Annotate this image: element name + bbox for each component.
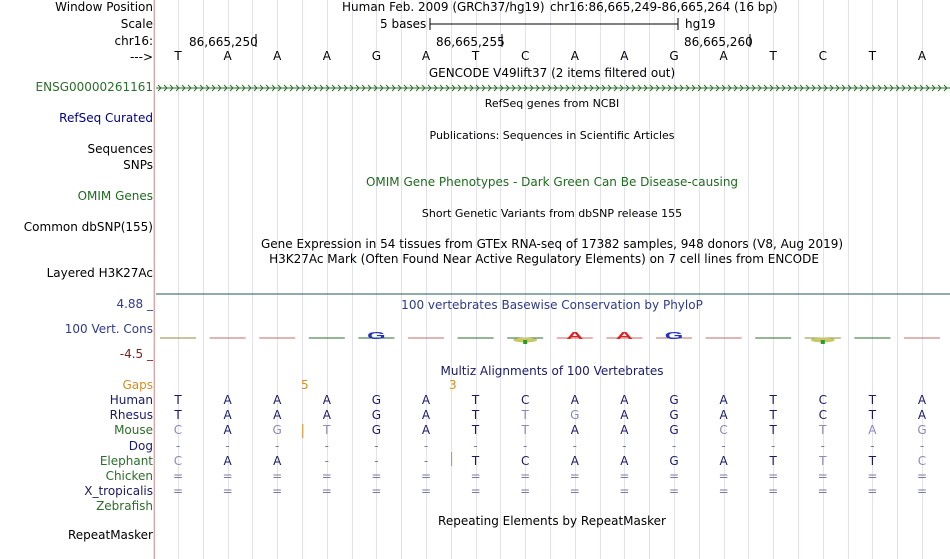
alignment-base: T — [769, 393, 777, 407]
alignment-base: - — [324, 438, 329, 453]
alignment-base: C — [818, 393, 827, 407]
alignment-base: = — [817, 469, 828, 483]
species-label[interactable]: Elephant — [99, 453, 153, 468]
alignment-base: = — [569, 469, 580, 483]
alignment-base: T — [471, 453, 480, 468]
alignment-base: = — [272, 484, 283, 499]
gtex-track-title: Gene Expression in 54 tissues from GTEx RNA-seq of 17382 samples, 948 donors (V8, Aug 2019) — [260, 237, 844, 251]
alignment-base: C — [520, 453, 530, 468]
alignment-base: - — [225, 438, 230, 453]
alignment-base: - — [622, 438, 627, 453]
gap-count-2: 3 — [449, 378, 457, 392]
sequence-base: T — [471, 49, 480, 63]
species-label[interactable]: X_tropicalis — [84, 484, 153, 499]
alignment-base: G — [917, 423, 927, 438]
window-position-label: Window Position — [55, 0, 153, 14]
alignment-base: T — [323, 423, 331, 438]
alignment-base: - — [572, 438, 577, 453]
phylop-track-title: 100 vertebrates Basewise Conservation by PhyloP — [401, 298, 703, 312]
alignment-base: A — [223, 453, 232, 468]
position-tick-3: 86,665,260 — [684, 35, 753, 49]
alignment-base: A — [917, 393, 927, 407]
alignment-base: A — [620, 393, 629, 407]
alignment-base: = — [916, 469, 928, 483]
alignment-base: = — [420, 484, 432, 499]
alignment-base: T — [471, 423, 480, 438]
alignment-base: = — [718, 469, 729, 483]
phylop-ymin-label: -4.5 _ — [119, 347, 153, 361]
multiz-track-title: Multiz Alignments of 100 Vertebrates — [440, 364, 664, 378]
alignment-base: A — [223, 423, 232, 438]
scale-text: 5 bases — [380, 17, 427, 31]
alignment-base: - — [423, 438, 429, 453]
sequence-base: A — [570, 49, 579, 63]
alignment-base: = — [420, 469, 432, 483]
species-label[interactable]: Chicken — [105, 469, 153, 483]
h3k27ac-track-title: H3K27Ac Mark (Often Found Near Active Regulatory Elements) on 7 cell lines from ENCODE — [269, 252, 819, 266]
sequence-base: T — [769, 49, 777, 63]
alignment-base: = — [718, 484, 729, 499]
alignment-base: G — [669, 453, 679, 468]
assembly-name: Human Feb. 2009 (GRCh37/hg19) — [342, 0, 545, 14]
gencode-track-title: GENCODE V49lift37 (2 items filtered out) — [428, 66, 676, 80]
alignment-base: - — [175, 438, 181, 453]
gap-count-1: 5 — [301, 378, 309, 392]
sequence-base: A — [273, 49, 282, 63]
alignment-base: = — [916, 484, 928, 499]
alignment-base: T — [769, 408, 777, 423]
alignment-base: T — [471, 408, 480, 423]
alignment-base: C — [719, 423, 728, 438]
alignment-base: C — [173, 423, 183, 438]
alignment-base: A — [273, 453, 282, 468]
alignment-base: A — [273, 408, 282, 423]
alignment-base: = — [619, 469, 630, 483]
alignment-base: T — [174, 408, 182, 423]
sequence-base: A — [719, 49, 728, 63]
alignment-base: T — [174, 393, 182, 407]
dbsnp-track-label[interactable]: Common dbSNP(155) — [23, 220, 153, 234]
scale-label: Scale — [120, 17, 153, 31]
species-label[interactable]: Dog — [128, 438, 153, 453]
alignment-base: A — [322, 393, 331, 407]
alignment-base: = — [470, 484, 481, 499]
repeatmasker-track-title: Repeating Elements by RepeatMasker — [438, 514, 666, 528]
alignment-base: T — [819, 423, 827, 438]
alignment-base: - — [721, 438, 726, 453]
alignment-base: = — [768, 469, 779, 483]
alignment-base: A — [917, 408, 927, 423]
alignment-base: - — [820, 438, 825, 453]
alignment-base: A — [620, 408, 629, 423]
alignment-base: A — [570, 453, 579, 468]
alignment-base: = — [321, 484, 332, 499]
sequence-base: A — [421, 49, 431, 63]
alignment-base: = — [222, 484, 233, 499]
conservation-logo-letter: G — [664, 329, 684, 342]
alignment-base: T — [521, 423, 529, 438]
chromosome-label: chr16: — [114, 34, 153, 48]
alignment-base: A — [868, 423, 877, 438]
alignment-base: - — [374, 438, 379, 453]
alignment-base: G — [669, 423, 679, 438]
alignment-base: = — [371, 469, 382, 483]
alignment-base: - — [523, 438, 528, 453]
publications-track-title: Publications: Sequences in Scientific Articles — [429, 129, 675, 142]
alignment-base: = — [371, 484, 382, 499]
alignment-base: - — [324, 453, 329, 468]
alignment-base: - — [473, 438, 478, 453]
alignment-base: T — [868, 453, 877, 468]
strand-arrow-label: ---> — [129, 50, 153, 64]
position-tick-1: 86,665,250 — [189, 35, 258, 49]
sequence-base: T — [868, 49, 877, 63]
alignment-base: A — [421, 408, 431, 423]
alignment-base: - — [671, 438, 677, 453]
gaps-label: Gaps — [122, 378, 153, 392]
alignment-base: = — [172, 469, 184, 483]
dbsnp-track-title: Short Genetic Variants from dbSNP release 155 — [421, 207, 683, 220]
alignment-base: A — [322, 408, 331, 423]
alignment-base: T — [868, 393, 877, 407]
species-label[interactable]: Zebrafish — [96, 499, 153, 514]
omim-track-title: OMIM Gene Phenotypes - Dark Green Can Be Disease-causing — [365, 175, 739, 189]
alignment-base: T — [769, 453, 777, 468]
alignment-base: C — [520, 393, 530, 407]
sequence-base: A — [223, 49, 232, 63]
alignment-base: T — [521, 408, 529, 423]
scale-database: hg19 — [685, 17, 716, 31]
conservation-logo-letter: A — [615, 329, 633, 342]
alignment-base: A — [273, 393, 282, 407]
alignment-base: = — [668, 484, 680, 499]
repeatmasker-track-label[interactable]: RepeatMasker — [67, 528, 153, 542]
alignment-base: - — [374, 453, 379, 468]
sequence-base: C — [520, 49, 530, 63]
alignment-base: A — [719, 408, 728, 423]
alignment-base: G — [669, 408, 679, 423]
alignment-base: = — [867, 484, 878, 499]
conservation-logo-letter: G — [367, 329, 386, 342]
alignment-base: A — [620, 423, 629, 438]
alignment-base: = — [569, 484, 580, 499]
alignment-base: - — [870, 438, 875, 453]
alignment-base: C — [917, 453, 927, 468]
alignment-base: = — [867, 469, 878, 483]
alignment-base: = — [668, 469, 680, 483]
position-tick-2: 86,665,255 — [436, 35, 505, 49]
phylop-track-label[interactable]: 100 Vert. Cons — [64, 322, 153, 336]
alignment-base: A — [223, 408, 232, 423]
sequence-base: A — [917, 49, 927, 63]
alignment-base: C — [173, 453, 183, 468]
phylop-small-logo-mark — [821, 340, 825, 344]
alignment-base: A — [620, 453, 629, 468]
alignment-base: T — [769, 423, 777, 438]
alignment-base: = — [768, 484, 779, 499]
alignment-base: - — [275, 438, 280, 453]
conservation-logo-letter: A — [566, 329, 584, 342]
snps-track-label[interactable]: SNPs — [123, 158, 153, 172]
alignment-base: = — [520, 469, 531, 483]
omim-track-label[interactable]: OMIM Genes — [77, 189, 153, 203]
alignment-base: T — [868, 408, 877, 423]
sequence-base: C — [818, 49, 827, 63]
phylop-ymax-label: 4.88 _ — [116, 297, 153, 311]
alignment-base: - — [771, 438, 776, 453]
alignment-base: = — [470, 469, 481, 483]
alignment-base: A — [570, 393, 579, 407]
species-label[interactable]: Rhesus — [109, 408, 153, 423]
alignment-base: = — [172, 484, 184, 499]
gencode-track-label[interactable]: ENSG00000261161 — [35, 80, 153, 94]
window-position-value: chr16:86,665,249-86,665,264 (16 bp) — [550, 0, 778, 14]
alignment-base: = — [619, 484, 630, 499]
sequence-base: A — [322, 49, 331, 63]
alignment-base: = — [817, 484, 828, 499]
sequence-base: T — [174, 49, 182, 63]
sequence-base: G — [371, 49, 382, 63]
alignment-base: G — [570, 408, 580, 423]
alignment-base: T — [819, 453, 827, 468]
alignment-base: C — [818, 408, 827, 423]
alignment-base: G — [272, 423, 282, 438]
alignment-base: A — [570, 423, 579, 438]
sequence-base: A — [620, 49, 629, 63]
alignment-base: A — [719, 453, 728, 468]
sequences-track-label[interactable]: Sequences — [87, 142, 153, 156]
species-label[interactable]: Human — [109, 393, 153, 407]
alignment-base: G — [371, 408, 382, 423]
sequence-base: G — [669, 49, 679, 63]
alignment-base: - — [919, 438, 925, 453]
refseq-track-label[interactable]: RefSeq Curated — [59, 111, 153, 125]
phylop-small-logo-mark — [523, 340, 527, 344]
alignment-base: A — [719, 393, 728, 407]
alignment-base: A — [421, 423, 431, 438]
alignment-base: A — [421, 393, 431, 407]
alignment-base: T — [471, 393, 480, 407]
alignment-base: A — [223, 393, 232, 407]
alignment-base: G — [371, 393, 382, 407]
refseq-track-title: RefSeq genes from NCBI — [484, 97, 620, 110]
alignment-base: G — [371, 423, 382, 438]
alignment-base: = — [321, 469, 332, 483]
alignment-base: - — [423, 453, 429, 468]
alignment-base: = — [520, 484, 531, 499]
h3k27ac-track-label[interactable]: Layered H3K27Ac — [46, 266, 153, 280]
alignment-base: = — [272, 469, 283, 483]
alignment-base: G — [669, 393, 679, 407]
alignment-base: = — [222, 469, 233, 483]
species-label[interactable]: Mouse — [114, 423, 153, 438]
